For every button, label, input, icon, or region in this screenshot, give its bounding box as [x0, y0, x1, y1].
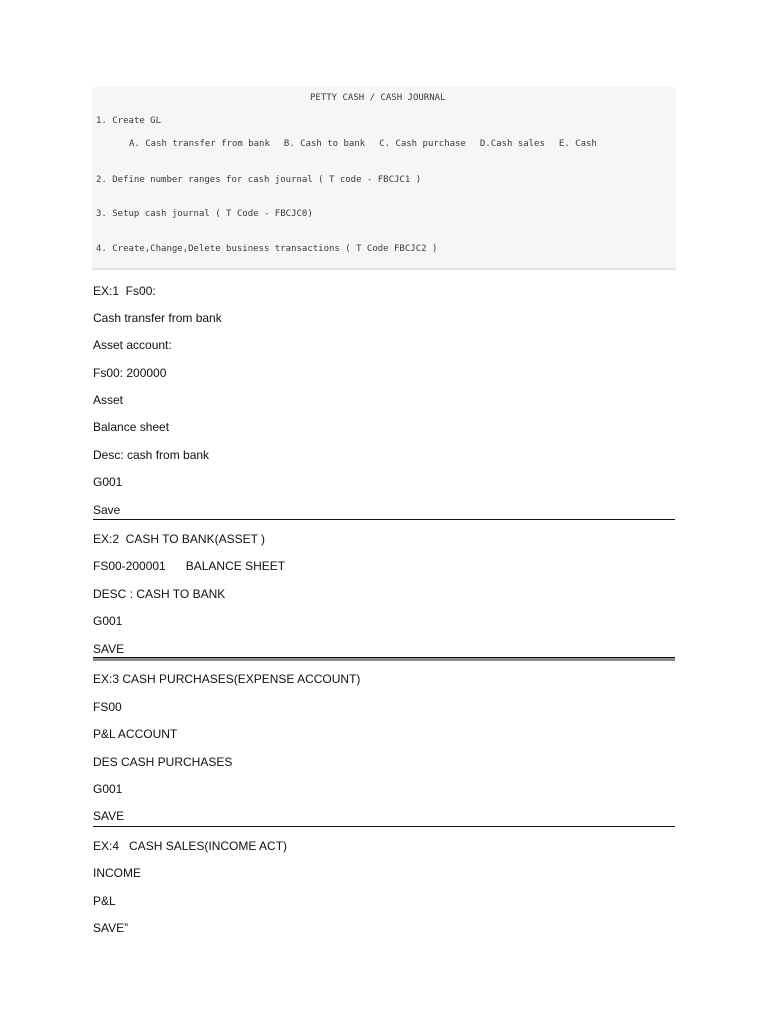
ex2-heading: EX:2 CASH TO BANK(ASSET ) [93, 532, 266, 546]
ex4-line: P&L [93, 894, 116, 908]
step-number-ranges: 2. Define number ranges for cash journal ( T code - FBCJC1 ) [96, 175, 422, 185]
section-divider [93, 826, 675, 827]
ex3-line: DES CASH PURCHASES [93, 755, 233, 769]
gl-item-d: D.Cash sales [479, 139, 545, 149]
ex1-line: Cash transfer from bank [93, 311, 222, 325]
ex4-line: SAVE” [93, 921, 129, 935]
ex1-line: Fs00: 200000 [93, 366, 167, 380]
ex1-line: G001 [93, 475, 123, 489]
gl-item-e: E. Cash [558, 139, 597, 149]
ex1-heading: EX:1 Fs00: [93, 284, 156, 298]
ex3-line: SAVE [93, 809, 125, 823]
ex3-line: G001 [93, 782, 123, 796]
ex1-line: Save [93, 503, 121, 517]
step-create-gl: 1. Create GL [96, 116, 162, 126]
ex2-line: FS00-200001 BALANCE SHEET [93, 559, 286, 573]
ex1-line: Asset account: [93, 338, 172, 352]
image-title: PETTY CASH / CASH JOURNAL [310, 93, 446, 103]
ex2-line: DESC : CASH TO BANK [93, 587, 226, 601]
ex2-line: SAVE [93, 642, 125, 656]
ex1-line: Desc: cash from bank [93, 448, 210, 462]
ex3-line: FS00 [93, 700, 122, 714]
section-divider [93, 519, 675, 520]
ex1-line: Asset [93, 393, 124, 407]
section-divider [93, 657, 675, 661]
step-setup-journal: 3. Setup cash journal ( T Code - FBCJC0) [96, 209, 313, 219]
gl-account-list [129, 139, 611, 150]
ex3-line: P&L ACCOUNT [93, 727, 178, 741]
step-business-transactions: 4. Create,Change,Delete business transactions ( T Code FBCJC2 ) [96, 244, 438, 254]
ex3-heading: EX:3 CASH PURCHASES(EXPENSE ACCOUNT) [93, 672, 361, 686]
ex4-line: INCOME [93, 866, 141, 880]
petty-cash-steps-image [92, 87, 676, 270]
gl-item-a: A. Cash transfer from bank [129, 139, 270, 149]
ex4-heading: EX:4 CASH SALES(INCOME ACT) [93, 839, 288, 853]
ex1-line: Balance sheet [93, 420, 170, 434]
ex2-line: G001 [93, 614, 123, 628]
gl-item-c: C. Cash purchase [379, 139, 466, 149]
gl-item-b: B. Cash to bank [283, 139, 366, 149]
